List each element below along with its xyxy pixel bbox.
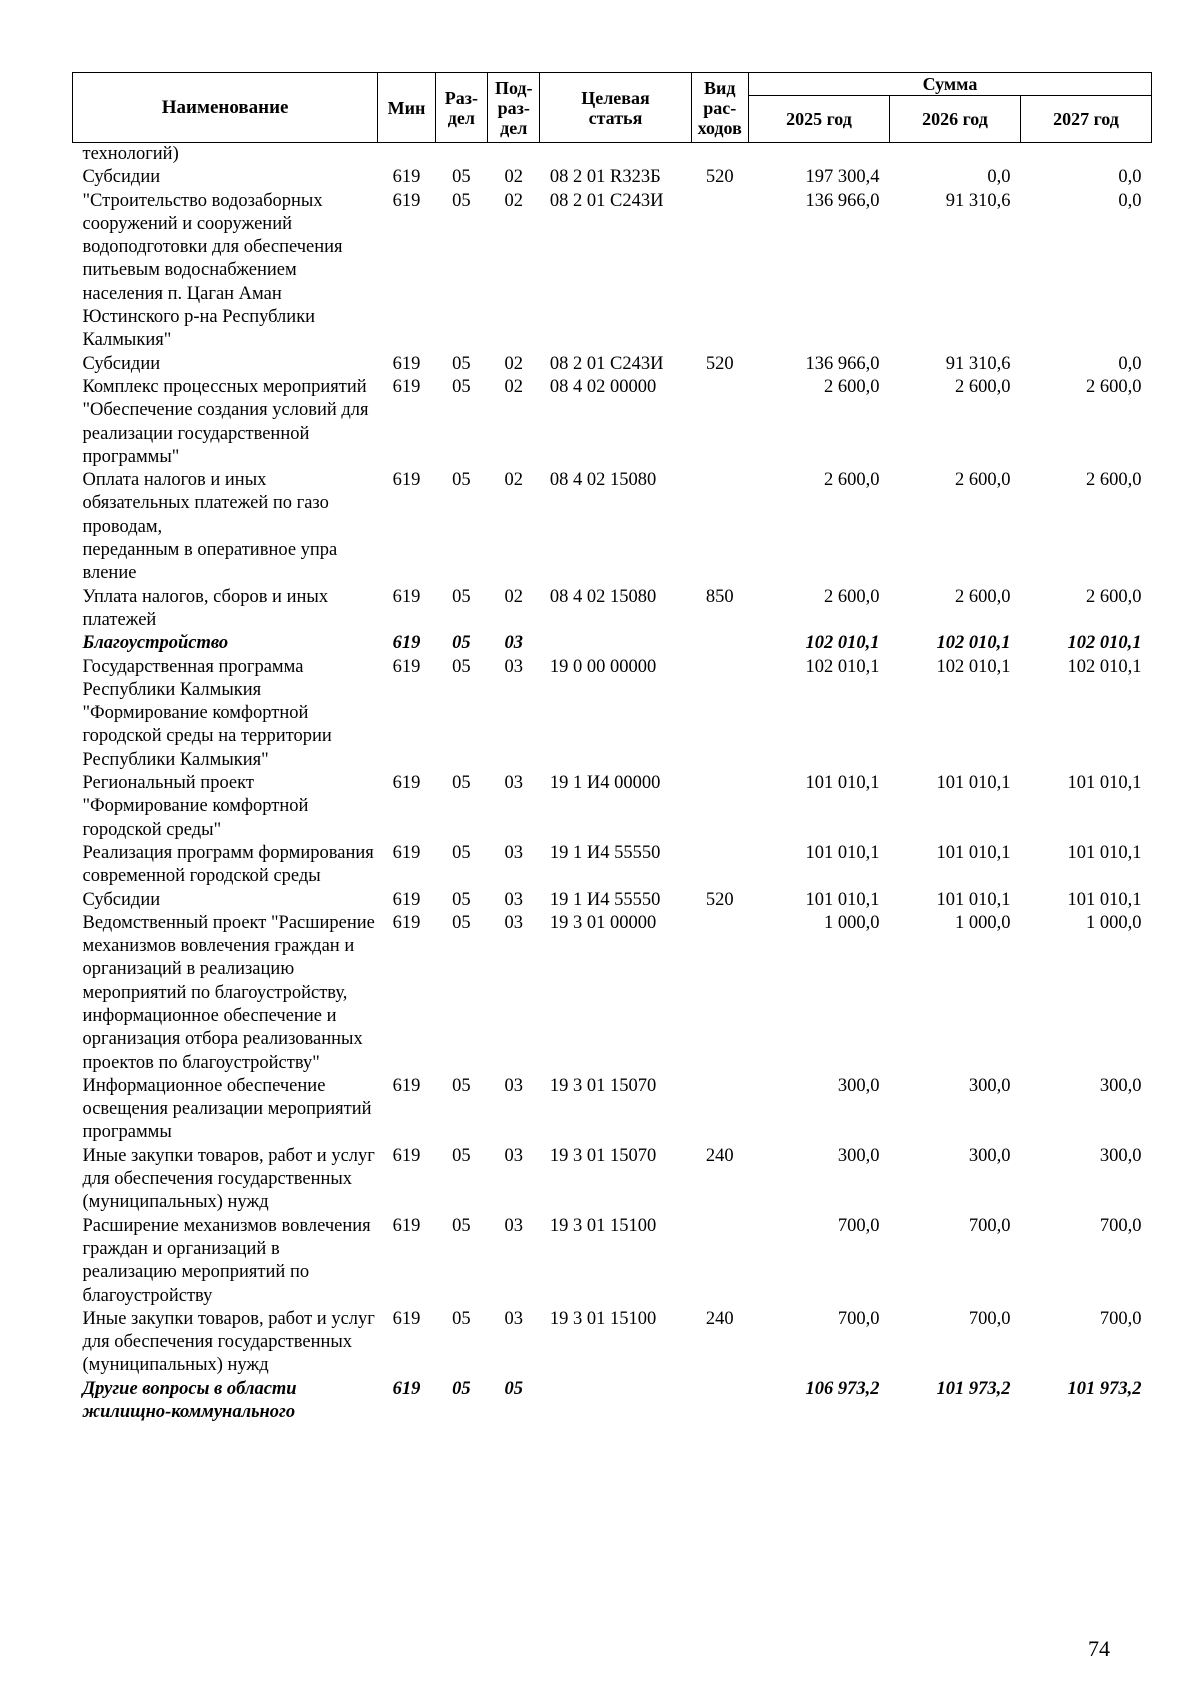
row-podrazdel: 03 bbox=[504, 1215, 523, 1236]
row-razdel: 05 bbox=[452, 1215, 471, 1236]
header-podrazdel: Под- раз- дел bbox=[488, 73, 540, 143]
table-row bbox=[73, 143, 1152, 167]
row-2025: 102 010,1 bbox=[805, 656, 880, 677]
row-2025: 102 010,1 bbox=[805, 633, 880, 654]
row-vid: 850 bbox=[705, 586, 734, 607]
row-name: Иные закупки товаров, работ и услуг для обеспечения государственных (муниципальных) нужд bbox=[82, 1308, 375, 1376]
row-podrazdel: 03 bbox=[504, 912, 523, 933]
row-celevaya: 19 3 01 15100 bbox=[549, 1308, 657, 1329]
page-number: 74 bbox=[1088, 1636, 1110, 1661]
row-2027: 1 000,0 bbox=[1086, 912, 1142, 933]
header-summa: Сумма bbox=[748, 73, 1151, 96]
row-2026: 700,0 bbox=[968, 1308, 1011, 1329]
row-2027: 300,0 bbox=[1099, 1075, 1142, 1096]
row-vid bbox=[691, 1215, 748, 1308]
row-2025: 1 000,0 bbox=[823, 912, 880, 933]
row-min: 619 bbox=[392, 1378, 421, 1399]
row-2026 bbox=[889, 143, 1020, 167]
row-2027: 700,0 bbox=[1099, 1215, 1142, 1236]
row-razdel: 05 bbox=[452, 773, 471, 794]
row-2025: 197 300,4 bbox=[805, 167, 880, 188]
table-row bbox=[73, 376, 1152, 469]
row-vid: 520 bbox=[705, 889, 734, 910]
row-podrazdel: 03 bbox=[504, 656, 523, 677]
row-2025: 2 600,0 bbox=[823, 470, 880, 491]
row-min: 619 bbox=[392, 773, 421, 794]
row-podrazdel: 03 bbox=[504, 1075, 523, 1096]
row-razdel: 05 bbox=[452, 586, 471, 607]
row-vid bbox=[691, 469, 748, 585]
row-min: 619 bbox=[392, 842, 421, 863]
row-min: 619 bbox=[392, 1215, 421, 1236]
row-2026: 91 310,6 bbox=[945, 353, 1011, 374]
row-2025: 101 010,1 bbox=[805, 889, 880, 910]
row-name: Благоустройство bbox=[82, 633, 229, 654]
row-min: 619 bbox=[392, 167, 421, 188]
row-podrazdel bbox=[488, 143, 540, 167]
row-vid bbox=[691, 772, 748, 842]
table-row bbox=[73, 586, 1152, 633]
row-name: Уплата налогов, сборов и иных платежей bbox=[82, 586, 329, 630]
row-2026: 300,0 bbox=[968, 1145, 1011, 1166]
row-razdel: 05 bbox=[452, 889, 471, 910]
row-min: 619 bbox=[392, 470, 421, 491]
row-2027: 101 973,2 bbox=[1067, 1378, 1142, 1399]
row-vid: 240 bbox=[705, 1145, 734, 1166]
row-celevaya bbox=[540, 632, 691, 655]
row-name: технологий) bbox=[82, 144, 179, 164]
row-celevaya: 19 1 И4 55550 bbox=[549, 842, 661, 863]
document-page bbox=[72, 72, 1152, 1424]
row-min: 619 bbox=[392, 1145, 421, 1166]
row-2026: 101 010,1 bbox=[936, 889, 1011, 910]
row-podrazdel: 02 bbox=[504, 167, 523, 188]
row-celevaya: 08 2 01 R323Б bbox=[549, 167, 661, 188]
row-podrazdel: 03 bbox=[504, 773, 523, 794]
row-name: Реализация программ формирования современной городской среды bbox=[82, 842, 374, 887]
row-2027: 2 600,0 bbox=[1086, 376, 1142, 397]
row-podrazdel: 05 bbox=[504, 1378, 523, 1399]
row-2026: 300,0 bbox=[968, 1075, 1011, 1096]
row-name: Другие вопросы в области жилищно-коммунального bbox=[82, 1378, 297, 1423]
row-min: 619 bbox=[392, 656, 421, 677]
row-name: Субсидии bbox=[82, 889, 161, 910]
header-min: Мин bbox=[378, 73, 435, 143]
row-razdel: 05 bbox=[452, 1308, 471, 1329]
row-razdel: 05 bbox=[452, 190, 471, 211]
row-celevaya: 19 3 01 15100 bbox=[549, 1215, 657, 1236]
row-celevaya: 08 4 02 15080 bbox=[549, 470, 657, 491]
row-2027: 2 600,0 bbox=[1086, 586, 1142, 607]
row-min: 619 bbox=[392, 376, 421, 397]
header-2027: 2027 год bbox=[1020, 96, 1151, 143]
row-vid: 520 bbox=[705, 167, 734, 188]
row-podrazdel: 03 bbox=[504, 633, 523, 654]
row-2025: 2 600,0 bbox=[823, 376, 880, 397]
row-2027: 0,0 bbox=[1118, 353, 1142, 374]
row-name: Государственная программа Республики Калмыкия "Формирование комфортной городской среды на территории Республики Калмыкия" bbox=[82, 656, 332, 770]
row-min: 619 bbox=[392, 633, 421, 654]
row-2025: 2 600,0 bbox=[823, 586, 880, 607]
table-header bbox=[73, 73, 1152, 143]
row-2027: 2 600,0 bbox=[1086, 470, 1142, 491]
row-podrazdel: 02 bbox=[504, 376, 523, 397]
row-min: 619 bbox=[392, 912, 421, 933]
row-2026: 2 600,0 bbox=[954, 470, 1011, 491]
row-celevaya: 19 0 00 00000 bbox=[549, 656, 657, 677]
row-vid: 520 bbox=[705, 353, 734, 374]
row-vid bbox=[691, 1075, 748, 1145]
row-2027: 101 010,1 bbox=[1067, 842, 1142, 863]
table-body bbox=[73, 143, 1152, 1425]
row-celevaya bbox=[540, 143, 691, 167]
row-celevaya: 08 4 02 15080 bbox=[549, 586, 657, 607]
row-2026: 2 600,0 bbox=[954, 586, 1011, 607]
row-podrazdel: 03 bbox=[504, 1145, 523, 1166]
row-razdel: 05 bbox=[452, 842, 471, 863]
table-row bbox=[73, 1215, 1152, 1308]
row-celevaya: 08 2 01 С243И bbox=[549, 190, 664, 211]
table-row bbox=[73, 772, 1152, 842]
row-2025: 101 010,1 bbox=[805, 773, 880, 794]
row-min: 619 bbox=[392, 1075, 421, 1096]
row-name: Оплата налогов и иных обязательных платежей по газо проводам, переданным в оперативное упра вление bbox=[82, 470, 338, 584]
table-row bbox=[73, 166, 1152, 189]
table-row bbox=[73, 656, 1152, 772]
row-2027: 101 010,1 bbox=[1067, 773, 1142, 794]
row-2027 bbox=[1020, 143, 1151, 167]
row-2027: 101 010,1 bbox=[1067, 889, 1142, 910]
table-row bbox=[73, 353, 1152, 376]
row-razdel: 05 bbox=[452, 376, 471, 397]
table-row bbox=[73, 889, 1152, 912]
row-2025: 300,0 bbox=[837, 1145, 880, 1166]
row-2025: 700,0 bbox=[837, 1215, 880, 1236]
row-2026: 102 010,1 bbox=[936, 656, 1011, 677]
row-vid bbox=[691, 190, 748, 353]
row-celevaya bbox=[540, 1378, 691, 1425]
row-min: 619 bbox=[392, 586, 421, 607]
row-vid bbox=[691, 1378, 748, 1425]
table-row bbox=[73, 190, 1152, 353]
row-min: 619 bbox=[392, 1308, 421, 1329]
row-name: Комплекс процессных мероприятий "Обеспечение создания условий для реализации государственной программы" bbox=[82, 376, 369, 467]
row-name: "Строительство водозаборных сооружений и сооружений водоподготовки для обеспечения питьевым водоснабжением населения п. Цаган Аман Юстинского р-на Республики Калмыкия" bbox=[82, 190, 343, 351]
row-2026: 101 010,1 bbox=[936, 842, 1011, 863]
row-2025: 700,0 bbox=[837, 1308, 880, 1329]
row-2026: 102 010,1 bbox=[936, 633, 1011, 654]
row-vid bbox=[691, 656, 748, 772]
row-vid bbox=[691, 912, 748, 1075]
row-2026: 0,0 bbox=[987, 167, 1011, 188]
row-2025: 300,0 bbox=[837, 1075, 880, 1096]
row-podrazdel: 02 bbox=[504, 353, 523, 374]
header-name: Наименование bbox=[73, 73, 378, 143]
row-min bbox=[378, 143, 435, 167]
row-2026: 2 600,0 bbox=[954, 376, 1011, 397]
header-2025: 2025 год bbox=[748, 96, 889, 143]
row-razdel: 05 bbox=[452, 912, 471, 933]
row-2026: 91 310,6 bbox=[945, 190, 1011, 211]
row-vid bbox=[691, 143, 748, 167]
row-min: 619 bbox=[392, 190, 421, 211]
row-vid bbox=[691, 376, 748, 469]
budget-table bbox=[72, 72, 1152, 1424]
row-2025: 101 010,1 bbox=[805, 842, 880, 863]
row-razdel: 05 bbox=[452, 167, 471, 188]
row-razdel: 05 bbox=[452, 470, 471, 491]
row-razdel: 05 bbox=[452, 656, 471, 677]
row-2026: 101 973,2 bbox=[936, 1378, 1011, 1399]
row-vid bbox=[691, 632, 748, 655]
table-row bbox=[73, 469, 1152, 585]
row-vid bbox=[691, 842, 748, 889]
row-2025: 136 966,0 bbox=[805, 353, 880, 374]
row-name: Иные закупки товаров, работ и услуг для обеспечения государственных (муниципальных) нужд bbox=[82, 1145, 375, 1213]
row-razdel bbox=[435, 143, 487, 167]
row-celevaya: 08 4 02 00000 bbox=[549, 376, 657, 397]
row-name: Субсидии bbox=[82, 167, 161, 188]
row-razdel: 05 bbox=[452, 633, 471, 654]
table-row bbox=[73, 632, 1152, 655]
row-podrazdel: 03 bbox=[504, 1308, 523, 1329]
header-celevaya: Целевая статья bbox=[540, 73, 691, 143]
table-row bbox=[73, 912, 1152, 1075]
row-razdel: 05 bbox=[452, 353, 471, 374]
row-podrazdel: 02 bbox=[504, 470, 523, 491]
header-razdel: Раз- дел bbox=[435, 73, 487, 143]
row-2027: 102 010,1 bbox=[1067, 633, 1142, 654]
row-2026: 101 010,1 bbox=[936, 773, 1011, 794]
row-2027: 0,0 bbox=[1118, 190, 1142, 211]
row-2027: 0,0 bbox=[1118, 167, 1142, 188]
row-celevaya: 19 3 01 00000 bbox=[549, 912, 657, 933]
row-min: 619 bbox=[392, 889, 421, 910]
row-razdel: 05 bbox=[452, 1145, 471, 1166]
table-row bbox=[73, 1378, 1152, 1425]
row-2026: 700,0 bbox=[968, 1215, 1011, 1236]
row-podrazdel: 03 bbox=[504, 842, 523, 863]
row-celevaya: 19 3 01 15070 bbox=[549, 1145, 657, 1166]
table-row bbox=[73, 842, 1152, 889]
row-podrazdel: 02 bbox=[504, 190, 523, 211]
row-2027: 102 010,1 bbox=[1067, 656, 1142, 677]
row-2025: 106 973,2 bbox=[805, 1378, 880, 1399]
table-row bbox=[73, 1145, 1152, 1215]
row-name: Ведомственный проект "Расширение механизмов вовлечения граждан и организаций в реализацию мероприятий по благоустройству, информационное обеспечение и организация отбора реализованных проектов по благоустройству" bbox=[82, 912, 375, 1073]
row-name: Субсидии bbox=[82, 353, 161, 374]
row-min: 619 bbox=[392, 353, 421, 374]
row-razdel: 05 bbox=[452, 1378, 471, 1399]
row-celevaya: 08 2 01 С243И bbox=[549, 353, 664, 374]
header-2026: 2026 год bbox=[889, 96, 1020, 143]
row-celevaya: 19 3 01 15070 bbox=[549, 1075, 657, 1096]
header-vid: Вид рас- ходов bbox=[691, 73, 748, 143]
row-name: Информационное обеспечение освещения реализации мероприятий программы bbox=[82, 1075, 372, 1143]
table-row bbox=[73, 1308, 1152, 1378]
row-razdel: 05 bbox=[452, 1075, 471, 1096]
row-vid: 240 bbox=[705, 1308, 734, 1329]
row-2027: 300,0 bbox=[1099, 1145, 1142, 1166]
row-2025: 136 966,0 bbox=[805, 190, 880, 211]
row-celevaya: 19 1 И4 55550 bbox=[549, 889, 661, 910]
table-row bbox=[73, 1075, 1152, 1145]
row-name: Региональный проект "Формирование комфортной городской среды" bbox=[82, 773, 309, 840]
row-podrazdel: 03 bbox=[504, 889, 523, 910]
row-2025 bbox=[748, 143, 889, 167]
row-2026: 1 000,0 bbox=[954, 912, 1011, 933]
row-podrazdel: 02 bbox=[504, 586, 523, 607]
row-2027: 700,0 bbox=[1099, 1308, 1142, 1329]
row-name: Расширение механизмов вовлечения граждан и организаций в реализацию мероприятий по благоустройству bbox=[82, 1215, 371, 1306]
row-celevaya: 19 1 И4 00000 bbox=[549, 773, 661, 794]
